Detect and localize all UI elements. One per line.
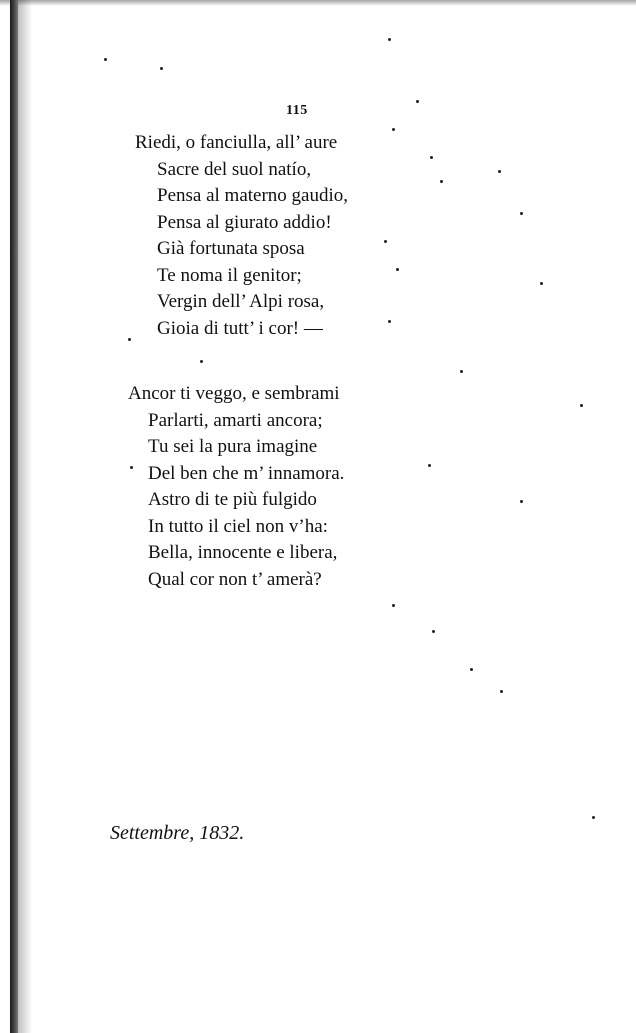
verse-line: Qual cor non t’ amerà?: [148, 568, 322, 590]
verse-line: Te noma il genitor;: [157, 264, 302, 286]
stanza-1: [135, 130, 348, 342]
print-speck: [430, 156, 433, 159]
binding-shadow: [18, 0, 32, 1033]
print-speck: [440, 180, 443, 183]
print-speck: [416, 100, 419, 103]
verse-line: Bella, innocente e libera,: [148, 542, 338, 563]
print-speck: [520, 500, 523, 503]
verse-line: Ancor ti veggo, e sembrami: [128, 383, 340, 404]
print-speck: [520, 212, 523, 215]
book-binding-edge: [10, 0, 18, 1033]
print-speck: [130, 466, 133, 469]
verse-line: Sacre del suol natío,: [157, 158, 312, 180]
print-speck: [128, 338, 131, 341]
print-speck: [470, 668, 473, 671]
verse-line: Astro di te più fulgido: [148, 489, 317, 510]
verse-line: Parlarti, amarti ancora;: [148, 409, 323, 431]
page-top-shadow: [0, 0, 636, 6]
print-speck: [580, 404, 583, 407]
print-speck: [384, 240, 387, 243]
print-speck: [388, 320, 391, 323]
verse-line: Già fortunata sposa: [157, 238, 305, 259]
verse-line: Del ben che m’ innamora.: [148, 462, 345, 484]
print-speck: [428, 464, 431, 467]
print-speck: [592, 816, 595, 819]
print-speck: [396, 268, 399, 271]
verse-line: Vergin dell’ Alpi rosa,: [157, 291, 325, 312]
print-speck: [460, 370, 463, 373]
print-speck: [392, 604, 395, 607]
verse-line: In tutto il ciel non v’ha:: [148, 515, 328, 537]
print-speck: [388, 38, 391, 41]
verse-line: Riedi, o fanciulla, all’ aure: [135, 132, 338, 153]
verse-line: Tu sei la pura imagine: [148, 436, 318, 457]
print-speck: [500, 690, 503, 693]
stanza-2: [128, 381, 344, 593]
print-speck: [200, 360, 203, 363]
print-speck: [498, 170, 501, 173]
verse-line: Pensa al giurato addio!: [157, 211, 332, 233]
verse-line: Pensa al materno gaudio,: [157, 185, 349, 206]
print-speck: [104, 58, 107, 61]
verse-line: Gioia di tutt’ i cor! —: [157, 317, 323, 339]
date-line: Settembre, 1832.: [110, 822, 245, 844]
print-speck: [432, 630, 435, 633]
print-speck: [160, 67, 163, 70]
print-speck: [540, 282, 543, 285]
page-number: 115: [286, 103, 308, 118]
print-speck: [392, 128, 395, 131]
